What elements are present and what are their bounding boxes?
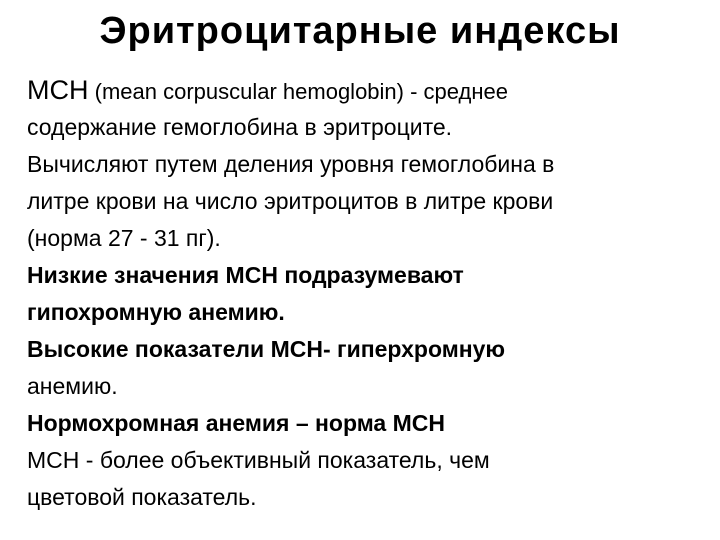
normal-range-line: (норма 27 - 31 пг). (27, 225, 221, 251)
slide-title: Эритроцитарные индексы (99, 10, 621, 52)
mch-term: МСН (27, 75, 89, 105)
high-values-line-1: Высокие показатели МСН- гиперхромную (27, 336, 506, 362)
calculation-line-1: Вычисляют путем деления уровня гемоглобина в (27, 151, 555, 177)
calculation-line-2: литре крови на число эритроцитов в литре крови (27, 188, 554, 214)
normochromic-line: Нормохромная анемия – норма МСН (27, 410, 445, 436)
mch-definition-line (27, 72, 697, 109)
comparison-line-1: МСН - более объективный показатель, чем (27, 447, 490, 473)
high-values-line-2: анемию. (27, 373, 118, 399)
mch-expansion: (mean corpuscular hemoglobin) - среднее (88, 79, 508, 104)
definition-continuation: содержание гемоглобина в эритроците. (27, 114, 453, 140)
low-values-line-2: гипохромную анемию. (27, 299, 285, 325)
comparison-line-2: цветовой показатель. (27, 484, 257, 510)
slide-body (27, 72, 697, 516)
low-values-line-1: Низкие значения МСН подразумевают (27, 262, 464, 288)
